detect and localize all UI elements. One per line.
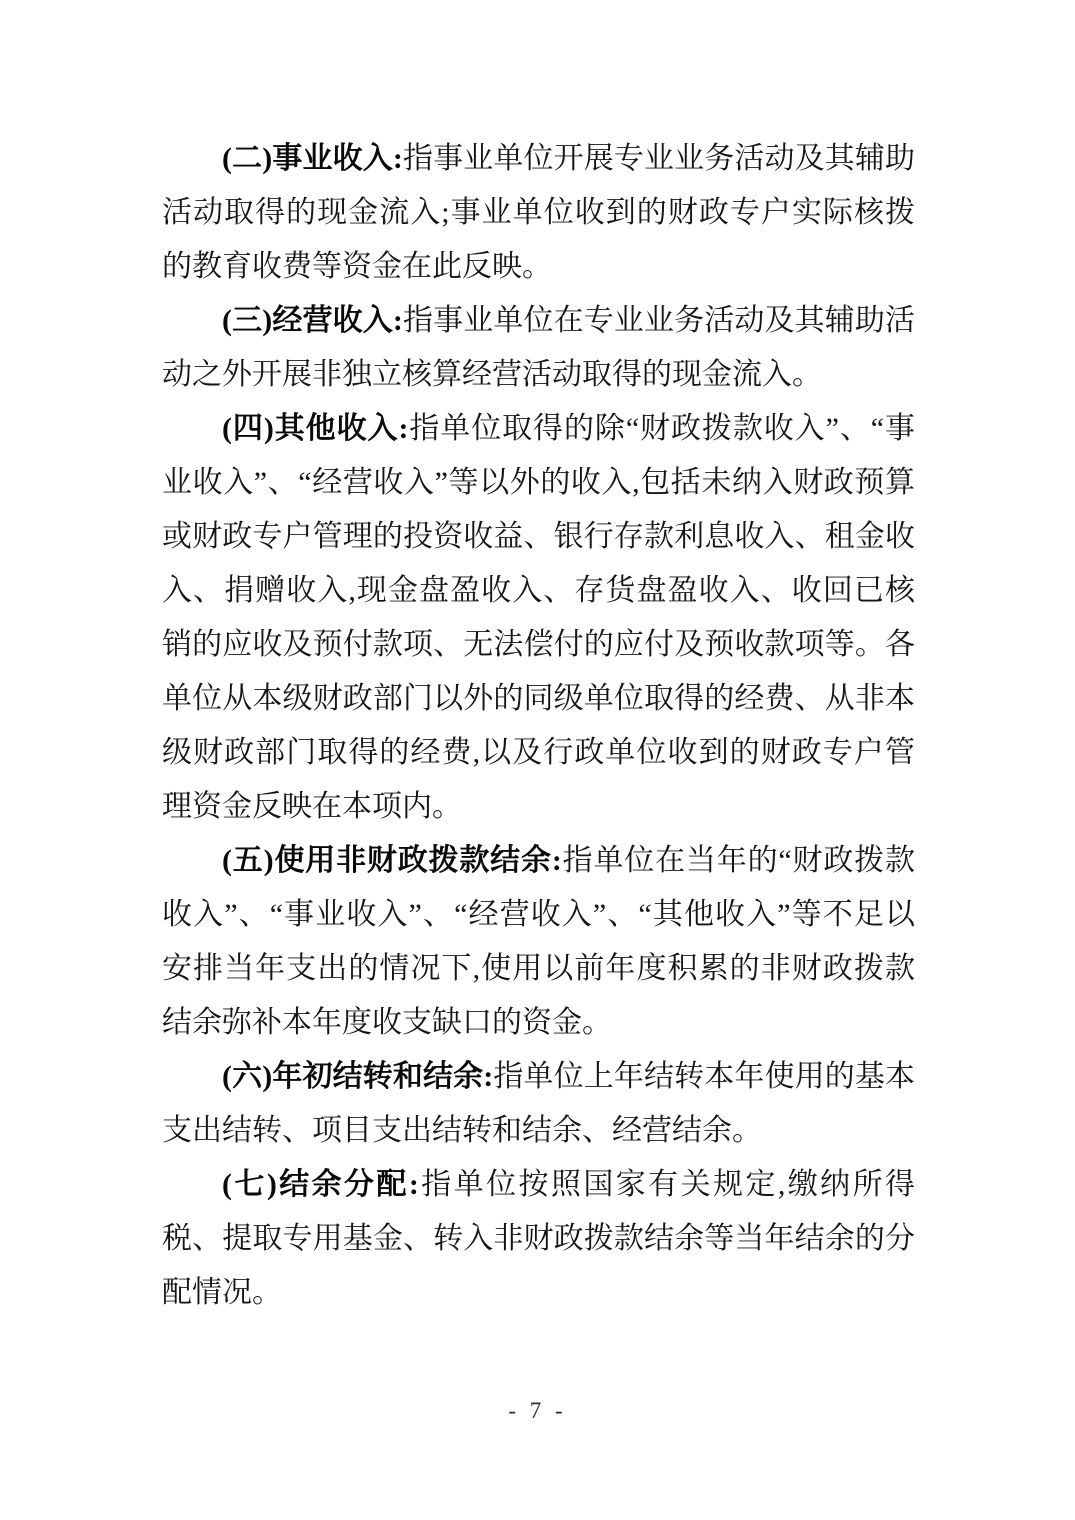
para-heading: (六)年初结转和结余: <box>222 1060 494 1093</box>
para-opening-carryover-balance <box>162 1050 915 1158</box>
para-body: 指单位上年结转本年使用的基本支出结转、项目支出结转和结余、经营结余。 <box>162 1060 915 1147</box>
para-heading: (三)经营收入: <box>222 304 403 337</box>
para-heading: (四)其他收入: <box>222 412 409 445</box>
para-body: 指单位取得的除“财政拨款收入”、“事业收入”、“经营收入”等以外的收入,包括未纳入财政预算或财政专户管理的投资收益、银行存款利息收入、租金收入、捐赠收入,现金盘盈收入、存货盘盈收入、收回已核销的应收及预付款项、无法偿付的应付及预收款项等。各单位从本级财政部门以外的同级单位取得的经费、从非本级财政部门取得的经费,以及行政单位收到的财政专户管理资金反映在本项内。 <box>162 412 915 823</box>
para-other-income <box>162 402 915 834</box>
para-body: 指单位在当年的“财政拨款收入”、“事业收入”、“经营收入”、“其他收入”等不足以安排当年支出的情况下,使用以前年度积累的非财政拨款结余弥补本年度收支缺口的资金。 <box>162 844 915 1039</box>
para-body: 指单位按照国家有关规定,缴纳所得税、提取专用基金、转入非财政拨款结余等当年结余的分配情况。 <box>162 1168 915 1309</box>
para-surplus-distribution <box>162 1158 915 1320</box>
para-body: 指事业单位在专业业务活动及其辅助活动之外开展非独立核算经营活动取得的现金流入。 <box>162 304 915 391</box>
para-use-non-fiscal-carryover <box>162 834 915 1050</box>
page-footer <box>0 1398 1075 1424</box>
para-heading: (五)使用非财政拨款结余: <box>222 844 562 877</box>
para-heading: (七)结余分配: <box>222 1168 419 1201</box>
page-number: - 7 - <box>508 1398 567 1423</box>
para-business-income <box>162 132 915 294</box>
para-body: 指事业单位开展专业业务活动及其辅助活动取得的现金流入;事业单位收到的财政专户实际核拨的教育收费等资金在此反映。 <box>162 142 915 283</box>
para-heading: (二)事业收入: <box>222 142 403 175</box>
document-body <box>162 132 915 1320</box>
para-operating-income <box>162 294 915 402</box>
